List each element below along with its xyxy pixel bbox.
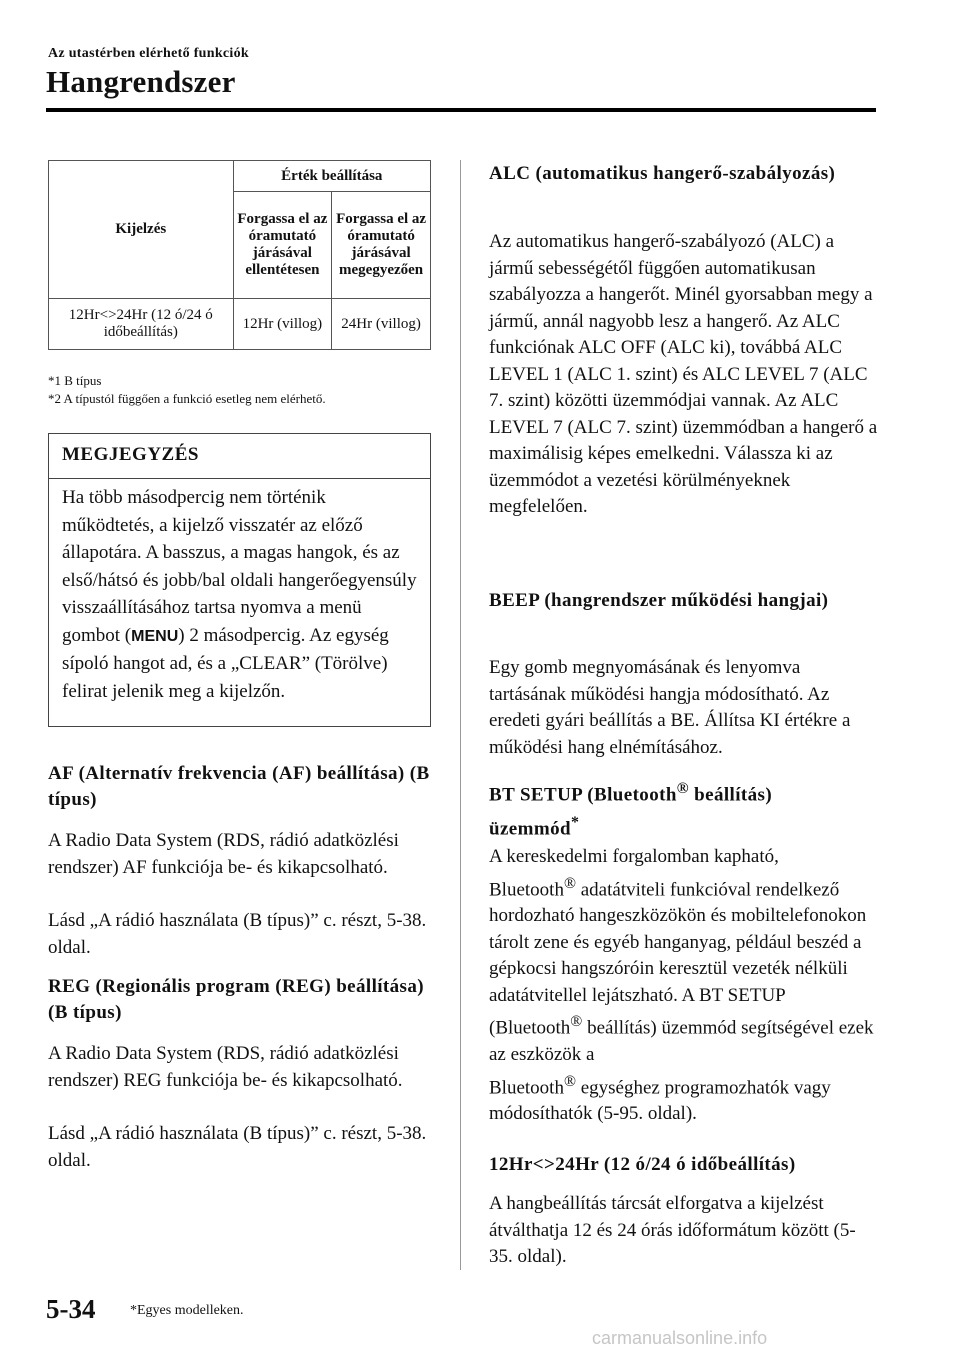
bt-heading-part-1: BT SETUP (Bluetooth (489, 784, 677, 806)
table-cell-counterclockwise: 12Hr (villog) (233, 299, 332, 350)
registered-mark: ® (676, 780, 690, 797)
title-rule (46, 108, 876, 112)
bt-text-2b: adatátviteli funkcióval rendelkező hordozható hangeszközökön és mobiltelefonokon tárolt zene és egyéb hanganyag, például beszéd a gépkocsi hangszóróin keresztül vezeték nélküli adatátvitellel lejátszható. A BT SETUP (489, 878, 867, 1006)
af-text: A Radio Data System (RDS, rádió adatközlési rendszer) AF funkciója be- és kikapcsolható. (48, 830, 399, 878)
bt-text-3b: beállítás) üzemmód segítségével ezek az eszközök a (489, 1017, 874, 1066)
bt-setup-text (489, 844, 879, 1128)
registered-mark: ® (563, 1072, 576, 1090)
footnote-2: *2 A típustól függően a funkció esetleg nem elérhető. (48, 391, 326, 406)
af-reference: Lásd „A rádió használata (B típus)” c. részt, 5-38. oldal. (48, 910, 427, 958)
section-label: Az utastérben elérhető funkciók (48, 46, 249, 61)
bt-heading-part-2: beállítás) (689, 784, 773, 806)
registered-mark: ® (563, 874, 576, 892)
time-format-heading: 12Hr<>24Hr (12 ó/24 ó időbeállítás) (489, 1154, 796, 1175)
table-cell-display: 12Hr<>24Hr (12 ó/24 ó időbeállítás) (49, 299, 234, 350)
note-title: MEGJEGYZÉS (62, 444, 199, 465)
note-text-after: ) 2 másodpercig. Az egység sípoló hangot ad, és a „CLEAR” (Törölve) felirat jelenik meg a kijelzőn. (62, 624, 389, 702)
menu-button-label: MENU (131, 627, 179, 645)
footnote-1: *1 B típus (48, 373, 102, 388)
alc-heading: ALC (automatikus hangerő-szabályozás) (489, 163, 836, 184)
af-heading: AF (Alternatív frekvencia (AF) beállítása) (B típus) (48, 763, 430, 810)
page-number: 5-34 (46, 1294, 96, 1324)
alc-text: Az automatikus hangerő-szabályozó (ALC) a jármű sebességétől függően automatikusan szabályozza a hangerőt. Minél gyorsabban megy a jármű, annál nagyobb lesz a hangerő. Az ALC funkciónak ALC OFF (ALC ki), továbbá ALC LEVEL 1 (ALC 1. szint) és ALC LEVEL 7 (ALC 7. szint) közötti üzemmódjai vannak. Az ALC LEVEL 7 (ALC 7. szint) üzemmódban a hangerő a maximálisig képes emelkedni. Válassza ki az üzemmódot a vezetési körülményeknek megfelelően. (489, 231, 878, 517)
bt-text-3a: (Bluetooth (489, 1017, 571, 1039)
asterisk-mark: * (570, 814, 580, 832)
table-cell-clockwise: 24Hr (villog) (332, 299, 431, 350)
reg-heading: REG (Regionális program (REG) beállítása) (B típus) (48, 976, 424, 1023)
bt-heading-part-3: üzemmód (489, 818, 571, 840)
bt-text-4b: egységhez programozhatók vagy módosíthatók (5-95. oldal). (489, 1076, 831, 1125)
note-box (48, 433, 431, 727)
table-header-display: Kijelzés (49, 161, 234, 299)
bt-text-4a: Bluetooth (489, 1076, 564, 1098)
table-header-value-setting: Érték beállítása (233, 161, 430, 192)
registered-mark: ® (570, 1013, 583, 1031)
page-title: Hangrendszer (46, 64, 236, 99)
settings-table (48, 160, 431, 350)
table-header-clockwise: Forgassa el az óramutató járásával megegyezően (332, 192, 431, 299)
bt-text-line-1: A kereskedelmi forgalomban kapható, (489, 846, 779, 867)
time-format-text: A hangbeállítás tárcsát elforgatva a kijelzést átválthatja 12 és 24 órás időformátum között (5-35. oldal). (489, 1193, 856, 1267)
reg-reference: Lásd „A rádió használata (B típus)” c. részt, 5-38. oldal. (48, 1123, 427, 1171)
note-body (62, 484, 422, 705)
table-header-counterclockwise: Forgassa el az óramutató járásával ellentétesen (233, 192, 332, 299)
note-text-before: Ha több másodpercig nem történik működtetés, a kijelző visszatér az előző állapotára. A basszus, a magas hangok, és az első/hátsó és jobb/bal oldali hangerőegyensúly visszaállításához tartsa nyomva a menü gombot ( (62, 487, 417, 646)
watermark: carmanualsonline.info (592, 1328, 768, 1348)
note-divider (49, 478, 430, 479)
reg-text: A Radio Data System (RDS, rádió adatközlési rendszer) REG funkciója be- és kikapcsolható. (48, 1043, 403, 1091)
page-footnote: *Egyes modelleken. (130, 1303, 244, 1318)
beep-heading: BEEP (hangrendszer működési hangjai) (489, 590, 829, 611)
bt-setup-heading (489, 775, 879, 844)
column-divider (460, 160, 461, 1270)
bt-text-2a: Bluetooth (489, 878, 564, 900)
beep-text: Egy gomb megnyomásának és lenyomva tartásának működési hangja módosítható. Az eredeti gyári beállítás a BE. Állítsa KI értékre a működési hang elnémításához. (489, 657, 851, 758)
